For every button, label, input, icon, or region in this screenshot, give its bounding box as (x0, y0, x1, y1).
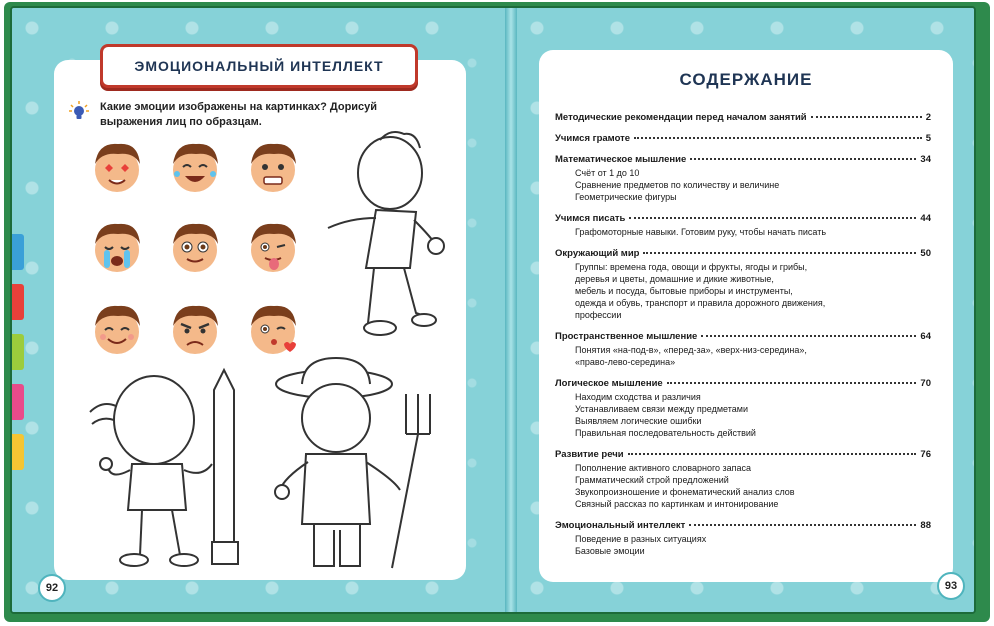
toc-entry[interactable] (555, 449, 931, 460)
toc-leader-dots (811, 116, 922, 118)
toc-entry[interactable] (555, 213, 931, 224)
task-instruction (68, 100, 408, 130)
toc-entry[interactable] (555, 133, 931, 144)
toc-entry[interactable] (555, 378, 931, 389)
section-banner-title: ЭМОЦИОНАЛЬНЫЙ ИНТЕЛЛЕКТ (134, 58, 384, 74)
left-page (12, 8, 505, 612)
toc-section (555, 378, 931, 439)
toc-section (555, 133, 931, 144)
toc-subitem: Счёт от 1 до 10 (575, 168, 640, 178)
toc-entry[interactable] (555, 248, 931, 259)
section-banner (100, 44, 418, 88)
toc-leader-dots (634, 137, 922, 139)
toc-section (555, 248, 931, 321)
toc-entry-page: 70 (920, 378, 931, 389)
page-number-right: 93 (937, 572, 965, 600)
face-grimace-icon (244, 138, 302, 196)
face-angry-icon (166, 300, 224, 358)
toc-subitem: Сравнение предметов по количеству и величине (575, 180, 780, 190)
open-pages (10, 6, 976, 614)
toc-entry[interactable] (555, 112, 931, 123)
toc-section (555, 331, 931, 368)
toc-section (555, 213, 931, 238)
toc-subitem: «право-лево-середина» (575, 357, 676, 367)
toc-section (555, 520, 931, 557)
page-number-left: 92 (38, 574, 66, 602)
toc-leader-dots (701, 335, 916, 337)
toc-leader-dots (690, 158, 916, 160)
tab-green (12, 334, 24, 370)
toc-card (539, 50, 953, 582)
color-tabs (12, 234, 26, 484)
toc-subitem: Грамматический строй предложений (575, 475, 729, 485)
face-laugh-cry-icon (166, 138, 224, 196)
tab-blue (12, 234, 24, 270)
book-spine (505, 8, 517, 612)
toc-subitem: мебель и посуда, бытовые приборы и инструменты, (575, 286, 793, 296)
toc-title: СОДЕРЖАНИЕ (679, 70, 813, 89)
toc-subitem: Звукопроизношение и фонематический анализ слов (575, 487, 795, 497)
face-tongue-wink-icon (244, 218, 302, 276)
toc-subitem: Находим сходства и различия (575, 392, 701, 402)
face-kiss-icon (244, 300, 302, 358)
toc-leader-dots (628, 453, 917, 455)
toc-entry-title: Учимся писать (555, 213, 626, 224)
tab-pink (12, 384, 24, 420)
toc-subitem: Понятия «на-под-в», «перед-за», «верх-низ-середина», (575, 345, 807, 355)
toc-entry-title: Пространственное мышление (555, 331, 698, 342)
toc-entry-title: Окружающий мир (555, 248, 640, 259)
toc-subitems (555, 344, 931, 368)
toc-entry[interactable] (555, 520, 931, 531)
toc-entry-page: 76 (920, 449, 931, 460)
toc-entry[interactable] (555, 331, 931, 342)
toc-entry-page: 88 (920, 520, 931, 531)
toc-entry-page: 64 (920, 331, 931, 342)
tab-yellow (12, 434, 24, 470)
face-surprised-icon (166, 218, 224, 276)
toc-subitem: Пополнение активного словарного запаса (575, 463, 752, 473)
toc-subitem: Геометрические фигуры (575, 192, 677, 202)
lightbulb-icon (68, 100, 90, 122)
toc-entry-title: Методические рекомендации перед началом занятий (555, 112, 807, 123)
toc-leader-dots (689, 524, 916, 526)
toc-section (555, 112, 931, 123)
toc-leader-dots (667, 382, 917, 384)
toc-section (555, 154, 931, 203)
table-of-contents (555, 112, 931, 567)
toc-subitem: Группы: времена года, овощи и фрукты, ягоды и грибы, (575, 262, 808, 272)
toc-subitem: Связный рассказ по картинкам и интонирование (575, 499, 779, 509)
tab-red (12, 284, 24, 320)
right-page (517, 8, 976, 612)
toc-entry-page: 34 (920, 154, 931, 165)
toc-subitem: Правильная последовательность действий (575, 428, 756, 438)
toc-subitems (555, 462, 931, 510)
toc-entry-title: Эмоциональный интеллект (555, 520, 686, 531)
toc-subitem: одежда и обувь, транспорт и правила дорожного движения, (575, 298, 826, 308)
toc-subitem: Графомоторные навыки. Готовим руку, чтобы начать писать (575, 227, 827, 237)
toc-subitem: Выявляем логические ошибки (575, 416, 702, 426)
face-love-icon (88, 138, 146, 196)
toc-subitem: Устанавливаем связи между предметами (575, 404, 748, 414)
face-crying-icon (88, 218, 146, 276)
outline-boy-walking (320, 128, 450, 353)
toc-leader-dots (643, 252, 916, 254)
face-smile-icon (88, 300, 146, 358)
toc-subitems (555, 533, 931, 557)
toc-subitem: Базовые эмоции (575, 546, 645, 556)
toc-subitems (555, 226, 931, 238)
toc-subitems (555, 261, 931, 321)
toc-leader-dots (629, 217, 916, 219)
task-text: Какие эмоции изображены на картинках? Дорисуй выражения лиц по образцам. (100, 101, 378, 128)
toc-entry-page: 44 (920, 213, 931, 224)
toc-entry-title: Математическое мышление (555, 154, 687, 165)
toc-entry-page: 5 (925, 133, 931, 144)
outline-farmer-with-pitchfork (274, 354, 454, 581)
toc-subitem: Поведение в разных ситуациях (575, 534, 707, 544)
toc-subitems (555, 167, 931, 203)
toc-entry-page: 2 (925, 112, 931, 123)
outline-girl-with-pencil (82, 360, 262, 580)
toc-entry-title: Развитие речи (555, 449, 624, 460)
toc-entry[interactable] (555, 154, 931, 165)
toc-subitems (555, 391, 931, 439)
toc-subitem: деревья и цветы, домашние и дикие животные, (575, 274, 774, 284)
toc-subitem: профессии (575, 310, 622, 320)
toc-entry-title: Учимся грамоте (555, 133, 631, 144)
toc-entry-title: Логическое мышление (555, 378, 663, 389)
toc-section (555, 449, 931, 510)
toc-entry-page: 50 (920, 248, 931, 259)
